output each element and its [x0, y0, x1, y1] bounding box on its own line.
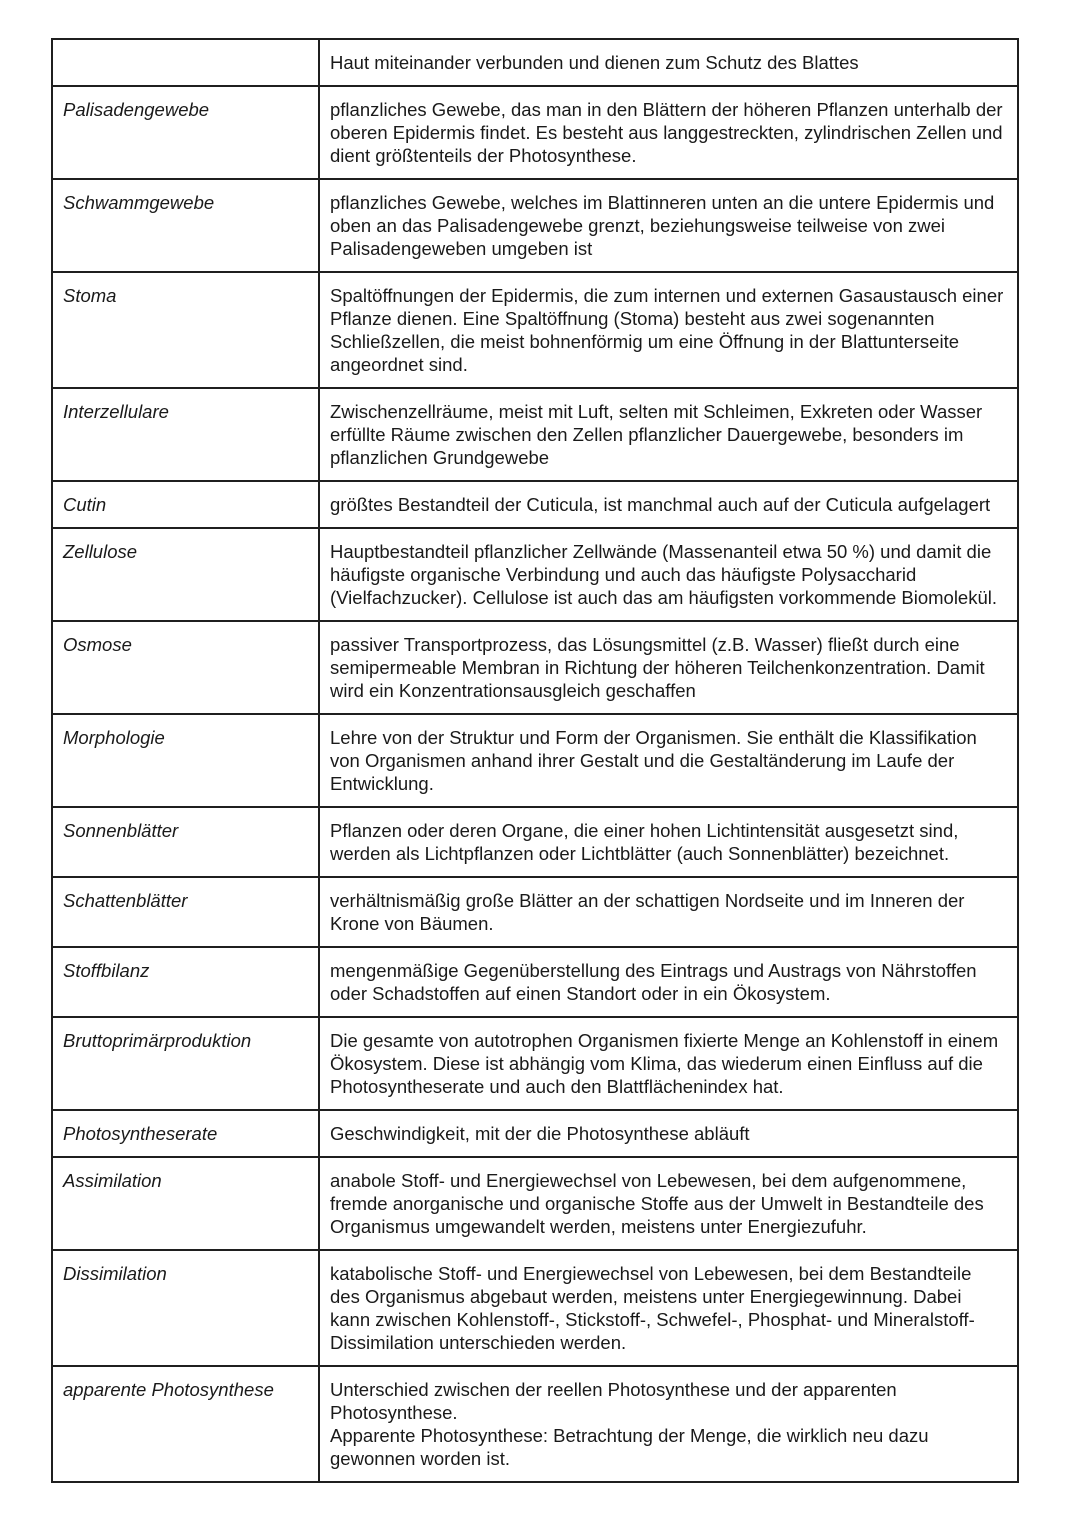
term-cell: Cutin: [52, 481, 319, 528]
definition-cell: katabolische Stoff- und Energiewechsel von Lebewesen, bei dem Bestandteile des Organismus abgebaut werden, meistens unter Energiegewinnung. Dabei kann zwischen Kohlenstoff-, Stickstoff-, Schwefel-, Phosphat- und Mineralstoff-Dissimilation unterschieden werden.: [319, 1250, 1018, 1366]
definition-cell: Hauptbestandteil pflanzlicher Zellwände (Massenanteil etwa 50 %) und damit die häufigste organische Verbindung und auch das häufigste Polysaccharid (Vielfachzucker). Cellulose ist auch das am häufigsten vorkommende Biomolekül.: [319, 528, 1018, 621]
glossary-table: [51, 38, 1019, 1483]
table-row: [52, 947, 1018, 1017]
definition-cell: größtes Bestandteil der Cuticula, ist manchmal auch auf der Cuticula aufgelagert: [319, 481, 1018, 528]
table-row: [52, 86, 1018, 179]
definition-cell: Lehre von der Struktur und Form der Organismen. Sie enthält die Klassifikation von Organismen anhand ihrer Gestalt und die Gestaltänderung im Laufe der Entwicklung.: [319, 714, 1018, 807]
term-cell: Stoffbilanz: [52, 947, 319, 1017]
table-row: [52, 179, 1018, 272]
definition-cell: pflanzliches Gewebe, das man in den Blättern der höheren Pflanzen unterhalb der oberen Epidermis findet. Es besteht aus langgestreckten, zylindrischen Zellen und dient größtenteils der Photosynthese.: [319, 86, 1018, 179]
table-row: [52, 621, 1018, 714]
table-row: [52, 1157, 1018, 1250]
term-cell: Palisadengewebe: [52, 86, 319, 179]
term-cell: Photosyntheserate: [52, 1110, 319, 1157]
table-row: [52, 1250, 1018, 1366]
term-cell: Zellulose: [52, 528, 319, 621]
definition-cell: Zwischenzellräume, meist mit Luft, selten mit Schleimen, Exkreten oder Wasser erfüllte Räume zwischen den Zellen pflanzlicher Dauergewebe, besonders im pflanzlichen Grundgewebe: [319, 388, 1018, 481]
definition-cell: verhältnismäßig große Blätter an der schattigen Nordseite und im Inneren der Krone von Bäumen.: [319, 877, 1018, 947]
table-row: [52, 388, 1018, 481]
table-row: [52, 877, 1018, 947]
table-row: [52, 481, 1018, 528]
definition-cell: passiver Transportprozess, das Lösungsmittel (z.B. Wasser) fließt durch eine semipermeable Membran in Richtung der höheren Teilchenkonzentration. Damit wird ein Konzentrationsausgleich geschaffen: [319, 621, 1018, 714]
term-cell: Stoma: [52, 272, 319, 388]
table-row: [52, 714, 1018, 807]
term-cell: Bruttoprimärproduktion: [52, 1017, 319, 1110]
definition-cell: Haut miteinander verbunden und dienen zum Schutz des Blattes: [319, 39, 1018, 86]
term-cell: Sonnenblätter: [52, 807, 319, 877]
definition-line: Apparente Photosynthese: Betrachtung der Menge, die wirklich neu dazu gewonnen worden ist.: [330, 1425, 929, 1469]
table-row: [52, 528, 1018, 621]
term-cell: Interzellulare: [52, 388, 319, 481]
term-cell: Morphologie: [52, 714, 319, 807]
term-cell: Dissimilation: [52, 1250, 319, 1366]
term-cell: Osmose: [52, 621, 319, 714]
definition-cell: Die gesamte von autotrophen Organismen fixierte Menge an Kohlenstoff in einem Ökosystem. Diese ist abhängig vom Klima, das wiederum einen Einfluss auf die Photosyntheserate und auch den Blattflächenindex hat.: [319, 1017, 1018, 1110]
term-cell: [52, 39, 319, 86]
term-cell: Assimilation: [52, 1157, 319, 1250]
definition-cell: Spaltöffnungen der Epidermis, die zum internen und externen Gasaustausch einer Pflanze dienen. Eine Spaltöffnung (Stoma) besteht aus zwei sogenannten Schließzellen, die meist bohnenförmig um eine Öffnung in der Blattunterseite angeordnet sind.: [319, 272, 1018, 388]
definition-cell: Geschwindigkeit, mit der die Photosynthese abläuft: [319, 1110, 1018, 1157]
table-row: [52, 272, 1018, 388]
definition-cell: Pflanzen oder deren Organe, die einer hohen Lichtintensität ausgesetzt sind, werden als Lichtpflanzen oder Lichtblätter (auch Sonnenblätter) bezeichnet.: [319, 807, 1018, 877]
table-row: [52, 1110, 1018, 1157]
term-cell: Schattenblätter: [52, 877, 319, 947]
definition-cell: pflanzliches Gewebe, welches im Blattinneren unten an die untere Epidermis und oben an das Palisadengewebe grenzt, beziehungsweise teilweise von zwei Palisadengeweben umgeben ist: [319, 179, 1018, 272]
definition-cell: mengenmäßige Gegenüberstellung des Eintrags und Austrags von Nährstoffen oder Schadstoffen auf einen Standort oder in ein Ökosystem.: [319, 947, 1018, 1017]
table-row: [52, 1366, 1018, 1482]
definition-cell: anabole Stoff- und Energiewechsel von Lebewesen, bei dem aufgenommene, fremde anorganische und organische Stoffe aus der Umwelt in Bestandteile des Organismus umgewandelt werden, meistens unter Energiezufuhr.: [319, 1157, 1018, 1250]
term-cell: Schwammgewebe: [52, 179, 319, 272]
table-row: [52, 1017, 1018, 1110]
definition-cell: [319, 1366, 1018, 1482]
definition-line: Unterschied zwischen der reellen Photosynthese und der apparenten Photosynthese.: [330, 1379, 897, 1423]
table-row: [52, 39, 1018, 86]
term-cell: apparente Photosynthese: [52, 1366, 319, 1482]
table-row: [52, 807, 1018, 877]
